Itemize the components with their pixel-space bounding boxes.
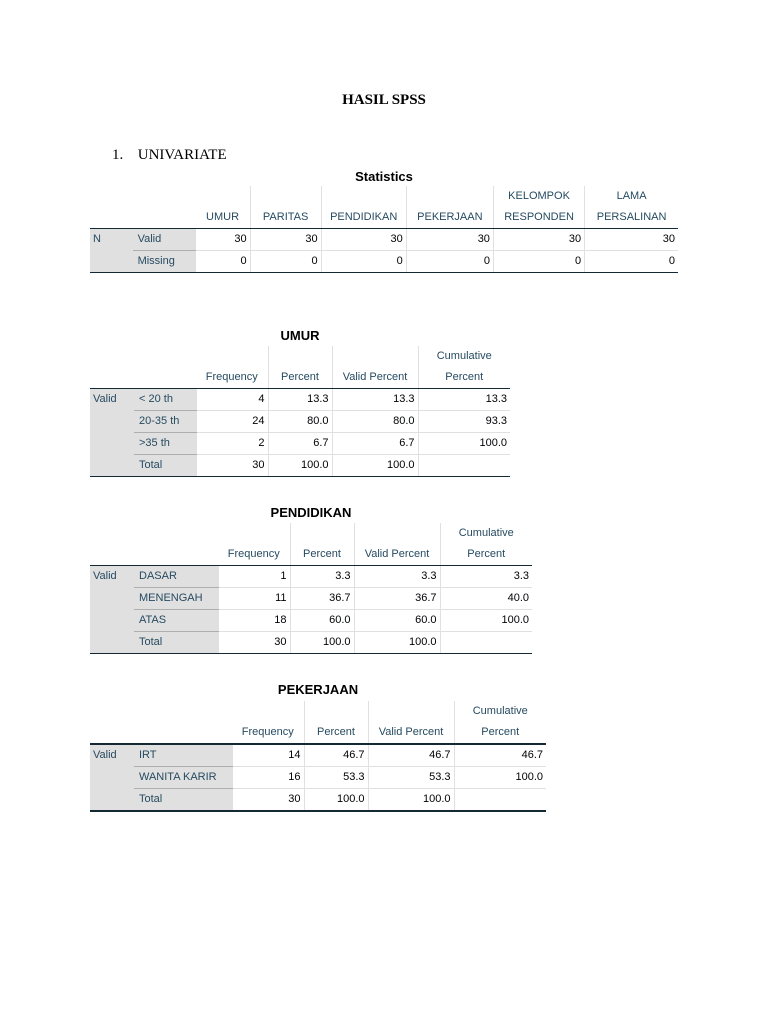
- table-cell: 100.0: [440, 610, 532, 632]
- stat-col-top: KELOMPOK: [493, 186, 584, 207]
- pendidikan-table: [90, 523, 532, 654]
- table-cell: 100.0: [368, 789, 454, 812]
- table-cell: [440, 632, 532, 654]
- cumulative-header-top: Cumulative: [454, 701, 546, 722]
- table-cell: 30: [406, 229, 493, 251]
- cumulative-header-top: Cumulative: [440, 523, 532, 544]
- table-row: [90, 632, 532, 654]
- stat-col-header: PERSALINAN: [585, 207, 678, 229]
- table-cell: 100.0: [268, 455, 332, 477]
- table-cell: 93.3: [418, 411, 510, 433]
- row-label: < 20 th: [134, 389, 196, 411]
- table-cell: 0: [406, 251, 493, 273]
- table-cell: 3.3: [354, 566, 440, 588]
- table-cell: [418, 455, 510, 477]
- table-cell: 11: [218, 588, 290, 610]
- table-cell: 30: [218, 632, 290, 654]
- row-label: Missing: [133, 251, 196, 273]
- table-cell: 46.7: [304, 744, 368, 767]
- table-cell: 13.3: [268, 389, 332, 411]
- table-cell: 24: [196, 411, 268, 433]
- table-cell: 100.0: [304, 789, 368, 812]
- table-cell: 100.0: [354, 632, 440, 654]
- table-cell: 46.7: [368, 744, 454, 767]
- table-row: [90, 610, 532, 632]
- table-cell: 0: [250, 251, 321, 273]
- table-cell: 13.3: [418, 389, 510, 411]
- row-label: Total: [134, 632, 218, 654]
- table-cell: 30: [585, 229, 678, 251]
- stat-col-top: LAMA: [585, 186, 678, 207]
- percent-header: Percent: [304, 722, 368, 744]
- stat-col-top: [250, 186, 321, 207]
- pekerjaan-title: PEKERJAAN: [277, 682, 359, 697]
- stat-col-header: PARITAS: [250, 207, 321, 229]
- frequency-header: Frequency: [218, 544, 290, 566]
- table-cell: 40.0: [440, 588, 532, 610]
- table-cell: 6.7: [268, 433, 332, 455]
- table-cell: 100.0: [418, 433, 510, 455]
- valid-percent-header: Valid Percent: [368, 722, 454, 744]
- stat-col-header: PEKERJAAN: [406, 207, 493, 229]
- umur-table: [90, 346, 510, 477]
- table-cell: 14: [232, 744, 304, 767]
- cumulative-header: Percent: [440, 544, 532, 566]
- row-label: MENENGAH: [134, 588, 218, 610]
- stat-col-top: [321, 186, 406, 207]
- frequency-header: Frequency: [196, 367, 268, 389]
- table-cell: 36.7: [290, 588, 354, 610]
- percent-header: Percent: [290, 544, 354, 566]
- percent-header: Percent: [268, 367, 332, 389]
- table-row: [90, 433, 510, 455]
- table-row: [90, 251, 678, 273]
- row-label: 20-35 th: [134, 411, 196, 433]
- table-cell: 30: [195, 229, 250, 251]
- table-cell: 80.0: [332, 411, 418, 433]
- table-cell: 53.3: [304, 767, 368, 789]
- stat-col-top: [406, 186, 493, 207]
- stat-col-header: PENDIDIKAN: [321, 207, 406, 229]
- table-row: [90, 767, 546, 789]
- table-cell: 3.3: [440, 566, 532, 588]
- umur-title: UMUR: [280, 328, 320, 343]
- section-heading: [112, 147, 227, 164]
- table-cell: 4: [196, 389, 268, 411]
- table-row: [90, 588, 532, 610]
- table-cell: 100.0: [454, 767, 546, 789]
- cumulative-header: Percent: [454, 722, 546, 744]
- table-cell: 60.0: [354, 610, 440, 632]
- table-row: [90, 411, 510, 433]
- table-cell: 80.0: [268, 411, 332, 433]
- table-cell: 18: [218, 610, 290, 632]
- cumulative-header-top: Cumulative: [418, 346, 510, 367]
- stat-col-top: [195, 186, 250, 207]
- table-cell: 3.3: [290, 566, 354, 588]
- table-row: [90, 566, 532, 588]
- section-number: 1.: [112, 147, 124, 163]
- table-row: [90, 229, 678, 251]
- row-group-label: Valid: [90, 389, 134, 477]
- table-row: [90, 789, 546, 812]
- table-cell: 60.0: [290, 610, 354, 632]
- table-cell: 30: [196, 455, 268, 477]
- document-title: HASIL SPSS: [342, 92, 426, 108]
- table-cell: 46.7: [454, 744, 546, 767]
- table-cell: 0: [195, 251, 250, 273]
- table-cell: 6.7: [332, 433, 418, 455]
- table-cell: 0: [493, 251, 584, 273]
- statistics-table: [90, 186, 678, 273]
- table-cell: 53.3: [368, 767, 454, 789]
- table-cell: 13.3: [332, 389, 418, 411]
- row-label: Total: [134, 455, 196, 477]
- table-row: [90, 455, 510, 477]
- table-cell: 30: [232, 789, 304, 812]
- table-cell: 36.7: [354, 588, 440, 610]
- table-cell: 30: [493, 229, 584, 251]
- statistics-title: Statistics: [355, 169, 413, 184]
- pendidikan-title: PENDIDIKAN: [270, 505, 352, 520]
- stat-col-header: RESPONDEN: [493, 207, 584, 229]
- pekerjaan-table: [90, 701, 546, 812]
- table-cell: 0: [321, 251, 406, 273]
- row-label: Total: [134, 789, 232, 812]
- frequency-header: Frequency: [232, 722, 304, 744]
- row-group-label: Valid: [90, 566, 134, 654]
- row-label: >35 th: [134, 433, 196, 455]
- row-label: Valid: [133, 229, 196, 251]
- valid-percent-header: Valid Percent: [354, 544, 440, 566]
- table-cell: 1: [218, 566, 290, 588]
- section-label: UNIVARIATE: [137, 147, 227, 163]
- row-label: ATAS: [134, 610, 218, 632]
- row-label: DASAR: [134, 566, 218, 588]
- row-label: IRT: [134, 744, 232, 767]
- table-cell: [454, 789, 546, 812]
- table-cell: 100.0: [332, 455, 418, 477]
- cumulative-header: Percent: [418, 367, 510, 389]
- table-row: [90, 744, 546, 767]
- table-cell: 2: [196, 433, 268, 455]
- stat-col-header: UMUR: [195, 207, 250, 229]
- table-cell: 30: [250, 229, 321, 251]
- table-cell: 100.0: [290, 632, 354, 654]
- table-cell: 30: [321, 229, 406, 251]
- table-cell: 0: [585, 251, 678, 273]
- row-group-label: Valid: [90, 744, 134, 811]
- row-label: WANITA KARIR: [134, 767, 232, 789]
- row-group-label: N: [90, 229, 133, 273]
- table-row: [90, 389, 510, 411]
- valid-percent-header: Valid Percent: [332, 367, 418, 389]
- table-cell: 16: [232, 767, 304, 789]
